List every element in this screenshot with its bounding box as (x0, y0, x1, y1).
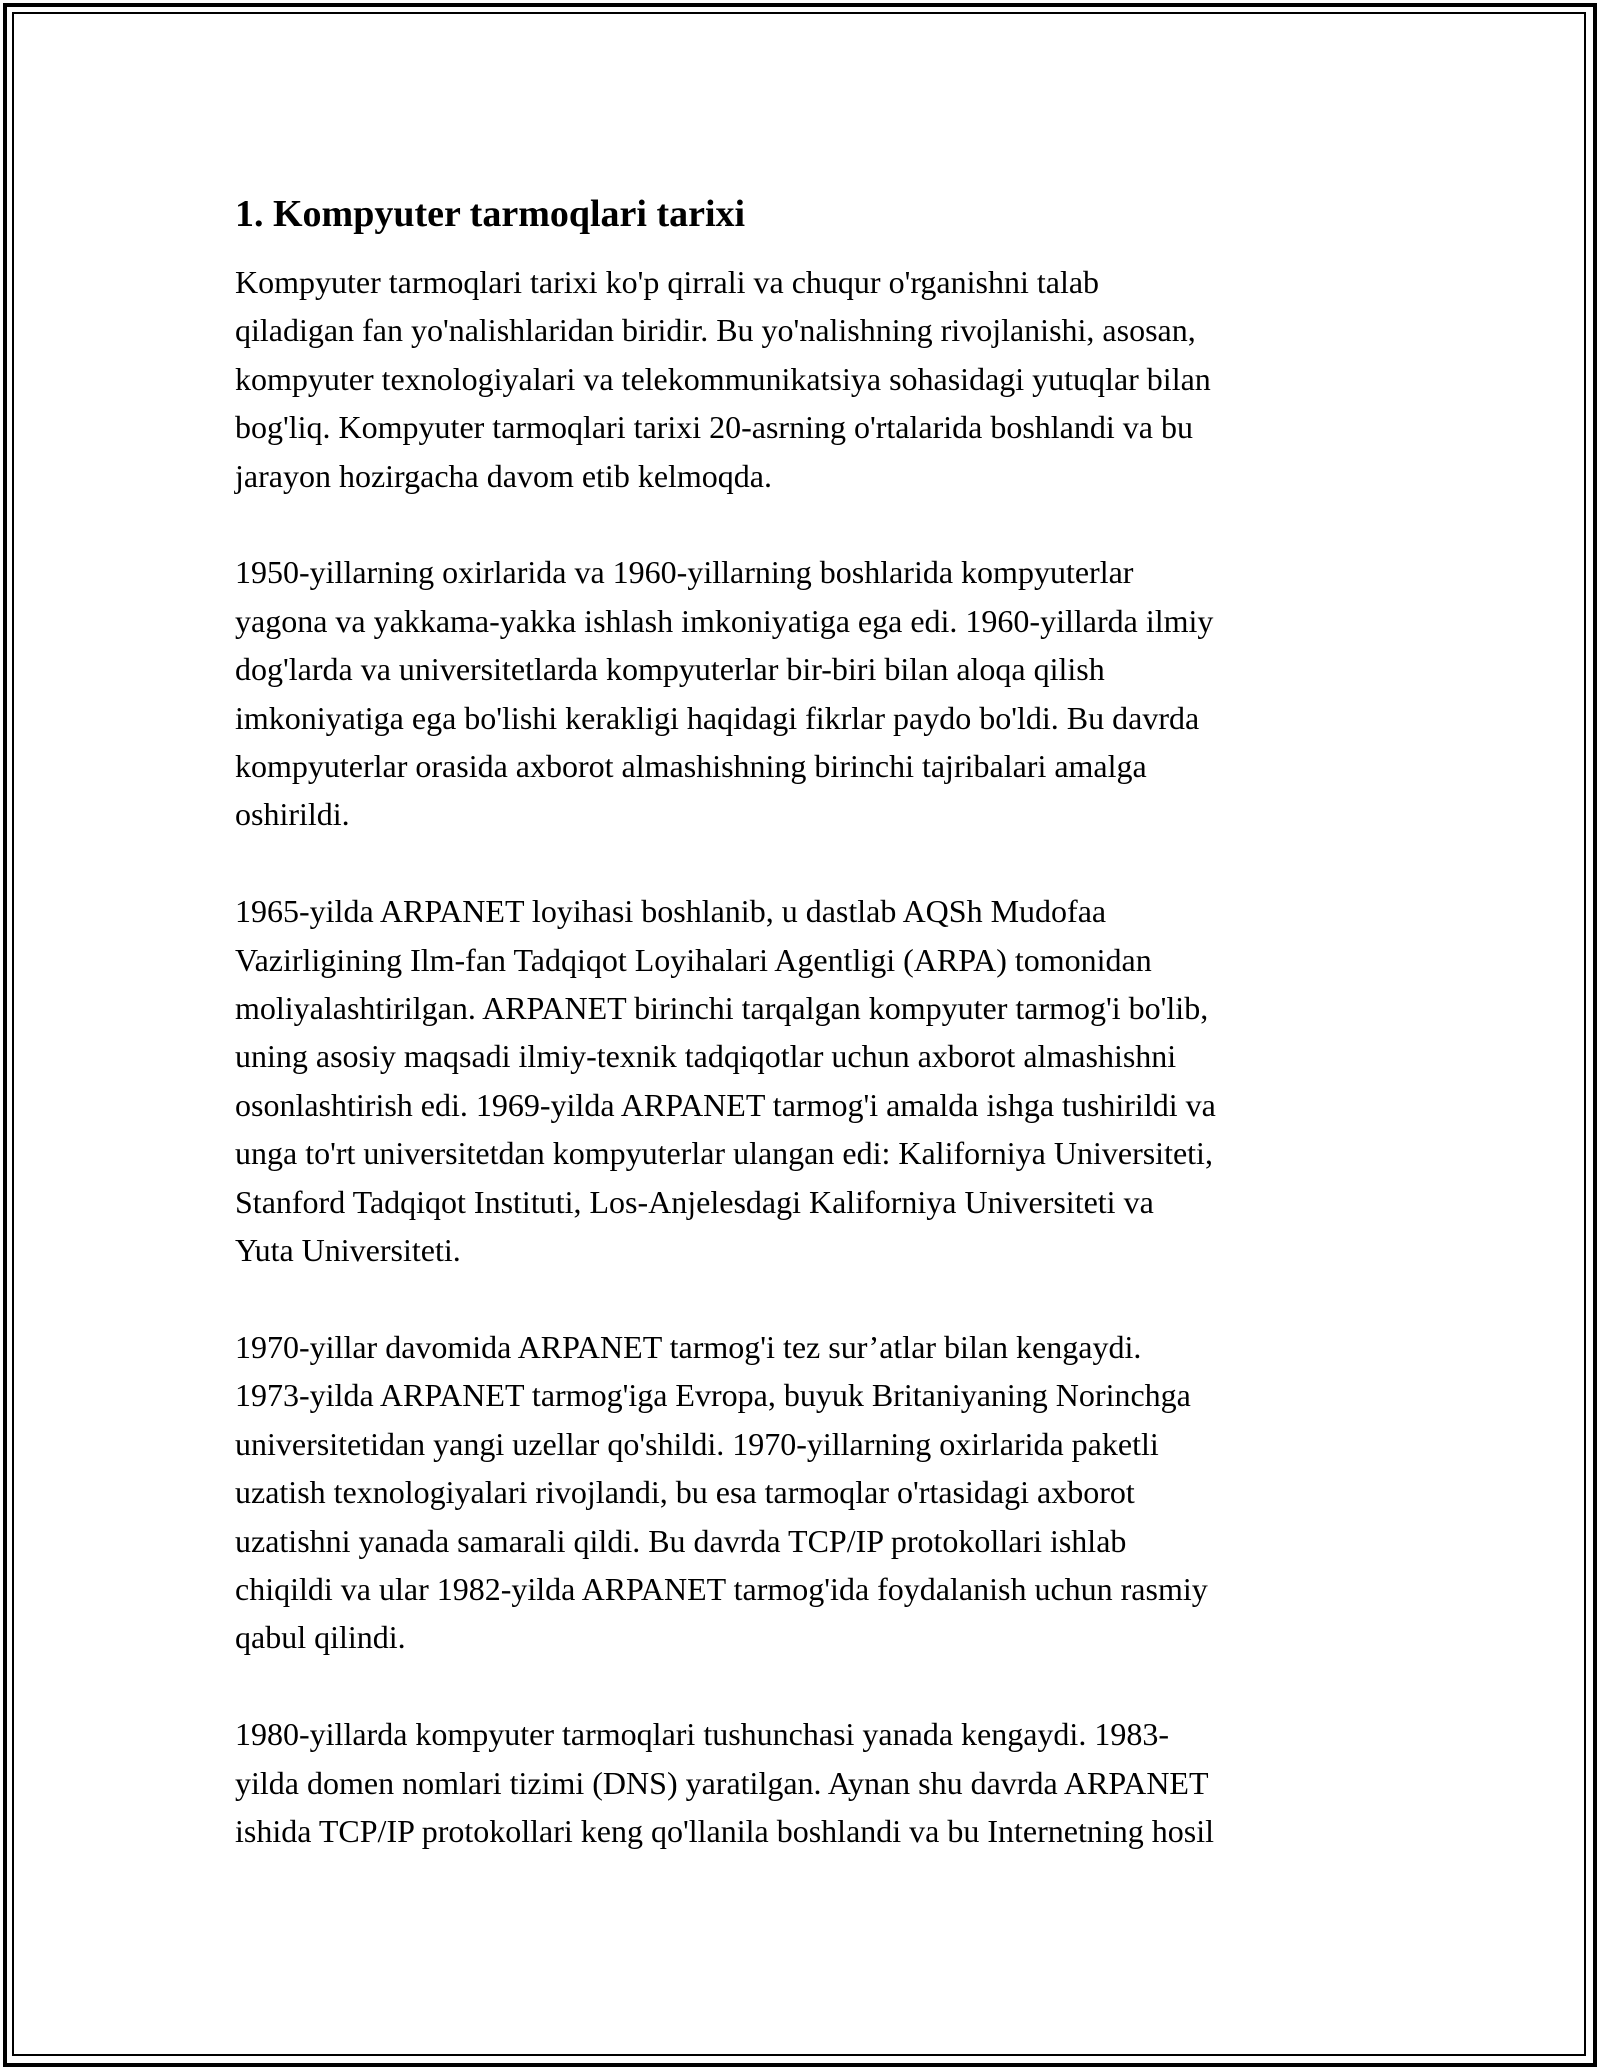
paragraph-1950s (235, 548, 1370, 838)
text-line: oshirildi. (235, 796, 350, 833)
text-line: Kompyuter tarmoqlari tarixi ko'p qirrali va chuqur o'rganishni talab (235, 264, 1100, 300)
text-line: 1970-yillar davomida ARPANET tarmog'i tez sur’atlar bilan kengaydi. (235, 1328, 1142, 1365)
text-line: Vazirligining Ilm-fan Tadqiqot Loyihalari Agentligi (ARPA) tomonidan (235, 941, 1152, 978)
text-line: 1980-yillarda kompyuter tarmoqlari tushunchasi yanada kengaydi. 1983- (235, 1716, 1169, 1753)
document-body (235, 190, 1370, 1904)
text-line: osonlashtirish edi. 1969-yilda ARPANET tarmog'i amalda ishga tushirildi va (235, 1086, 1216, 1123)
text-line: uzatish texnologiyalari rivojlandi, bu esa tarmoqlar o'rtasidagi axborot (235, 1474, 1135, 1511)
paragraph-intro (235, 258, 1370, 500)
text-line: kompyuter texnologiyalari va telekommunikatsiya sohasidagi yutuqlar bilan (235, 360, 1211, 397)
text-line: bog'liq. Kompyuter tarmoqlari tarixi 20-asrning o'rtalarida boshlandi va bu (235, 409, 1193, 446)
text-line: imkoniyatiga ega bo'lishi kerakligi haqidagi fikrlar paydo bo'ldi. Bu davrda (235, 699, 1200, 736)
text-line: 1973-yilda ARPANET tarmog'iga Evropa, buyuk Britaniyaning Norinchga (235, 1377, 1191, 1414)
paragraph-arpanet (235, 887, 1370, 1274)
text-line: moliyalashtirilgan. ARPANET birinchi tarqalgan kompyuter tarmog'i bo'lib, (235, 990, 1209, 1027)
text-line: universitetidan yangi uzellar qo'shildi. 1970-yillarning oxirlarida paketli (235, 1425, 1159, 1462)
text-line: qiladigan fan yo'nalishlaridan biridir. Bu yo'nalishning rivojlanishi, asosan, (235, 312, 1196, 349)
text-line: qabul qilindi. (235, 1619, 406, 1656)
text-line: kompyuterlar orasida axborot almashishning birinchi tajribalari amalga (235, 748, 1147, 785)
text-line: yilda domen nomlari tizimi (DNS) yaratilgan. Aynan shu davrda ARPANET (235, 1764, 1209, 1801)
text-line: 1950-yillarning oxirlarida va 1960-yillarning boshlarida kompyuterlar (235, 554, 1134, 591)
paragraph-1980s (235, 1710, 1370, 1855)
text-line: yagona va yakkama-yakka ishlash imkoniyatiga ega edi. 1960-yillarda ilmiy (235, 602, 1214, 639)
text-line: 1965-yilda ARPANET loyihasi boshlanib, u dastlab AQSh Mudofaa (235, 893, 1107, 930)
paragraph-1970s (235, 1323, 1370, 1662)
text-line: jarayon hozirgacha davom etib kelmoqda. (235, 457, 772, 494)
text-line: unga to'rt universitetdan kompyuterlar ulangan edi: Kaliforniya Universiteti, (235, 1135, 1213, 1172)
text-line: Yuta Universiteti. (235, 1232, 461, 1269)
text-line: uzatishni yanada samarali qildi. Bu davrda TCP/IP protokollari ishlab (235, 1522, 1127, 1559)
text-line: ishida TCP/IP protokollari keng qo'llanila boshlandi va bu Internetning hosil (235, 1812, 1214, 1849)
text-line: uning asosiy maqsadi ilmiy-texnik tadqiqotlar uchun axborot almashishni (235, 1038, 1177, 1075)
text-line: dog'larda va universitetlarda kompyuterlar bir-biri bilan aloqa qilish (235, 651, 1105, 688)
text-line: chiqildi va ular 1982-yilda ARPANET tarmog'ida foydalanish uchun rasmiy (235, 1570, 1208, 1607)
section-heading: 1. Kompyuter tarmoqlari tarixi (235, 193, 746, 235)
text-line: Stanford Tadqiqot Instituti, Los-Anjelesdagi Kaliforniya Universiteti va (235, 1183, 1154, 1220)
